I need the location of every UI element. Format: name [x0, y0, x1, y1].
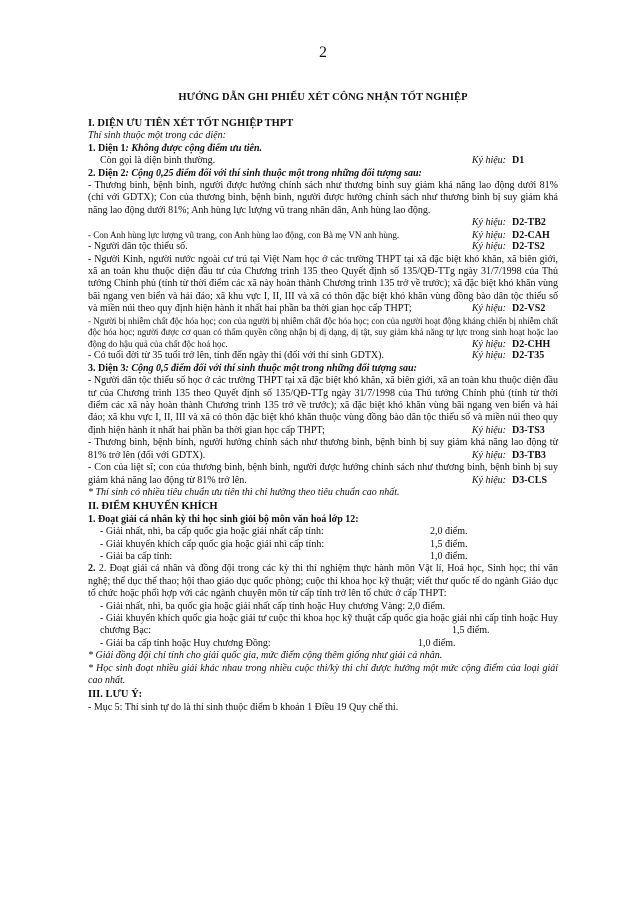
- d2-item-symbol: Ký hiệu: D2-TS2: [471, 241, 545, 253]
- d3-item: [88, 375, 558, 437]
- section-2-p2: 2. 2. Đoạt giải cá nhân và đồng đội trong các kỳ thi thí nghiệm thực hành môn Vật lí, Hoá học, Sinh học; thi văn nghệ; thể dục thể thao; hội thao giáo dục quốc phòng; cuộc thi khoa học kỹ thuật; viết thư quốc tế do ngành Giáo dục tổ chức hoặc phối hợp với các ngành chuyên môn từ cấp tỉnh trở lên tổ chức ở cấp THPT:: [88, 563, 558, 600]
- d3-item-symbol: Ký hiệu: D3-TS3: [471, 424, 545, 436]
- award-label: - Giải khuyến khích cấp quốc gia hoặc giải nhì cấp tỉnh:: [100, 538, 325, 550]
- award-points: 1,5 điểm.: [430, 538, 468, 550]
- d2-items: [88, 180, 558, 363]
- d2-label: 2. Diện 2: [88, 167, 126, 179]
- d3-item: [88, 437, 558, 462]
- section-2-heading: II. ĐIỂM KHUYẾN KHÍCH: [88, 501, 218, 513]
- d2-item: [88, 254, 558, 316]
- d3-desc: : Cộng 0,5 điểm đối với thí sinh thuộc một trong những đối tượng sau:: [125, 362, 417, 374]
- d2-item: [88, 180, 558, 230]
- d3-items: [88, 375, 558, 487]
- d2-item-text: - Người dân tộc thiểu số.: [88, 241, 188, 253]
- award-label: - Giải nhất, nhì, ba cấp quốc gia hoặc giải nhất cấp tỉnh:: [100, 526, 324, 538]
- d2-item-text: - Có tuổi đời từ 35 tuổi trở lên, tính đến ngày thi (đối với thí sinh GDTX).: [88, 350, 384, 362]
- award-row: [88, 551, 558, 563]
- section-2-note-2: * Học sinh đoạt nhiều giải khác nhau trong nhiều cuộc thi/kỳ thi chỉ được hưởng một mức cộng điểm của loại giải cao nhất.: [88, 662, 558, 687]
- award-row: [88, 526, 558, 538]
- d3-item-text: - Thương binh, bệnh binh, người hưởng chính sách như thương binh, bệnh binh bị suy giảm khả năng lao động từ 81% trở lên (đối với GDTX).: [88, 437, 558, 461]
- d2-item-symbol: Ký hiệu: D2-TB2: [471, 217, 546, 229]
- d2-item-text: - Con Anh hùng lực lượng vũ trang, con Anh hùng lao động, con Bà mẹ VN anh hùng.: [88, 229, 400, 240]
- d2-desc: : Cộng 0,25 điểm đối với thí sinh thuộc một trong những đối tượng sau:: [125, 167, 422, 179]
- d2-item: [88, 350, 558, 362]
- d2-item-text: - Người bị nhiễm chất độc hóa học; con của người bị nhiễm chất độc hóa học; con của người hoạt động kháng chiến bị nhiễm chất độc hóa học; người được cơ quan có thẩm quyền công nhận bị dị dạng, dị tật, suy giảm khả năng tự lực trong sinh hoạt hoặc lao động do hậu quả của chất độc hoá học.: [88, 315, 558, 349]
- d2-item: [88, 316, 558, 351]
- section-2-p1: 1. Đoạt giải cá nhân kỳ thi học sinh giỏi bộ môn văn hoá lớp 12:: [88, 513, 359, 525]
- d3-item-symbol: Ký hiệu: D3-TB3: [471, 449, 546, 461]
- d1-line: Ký hiệu: D1 Còn gọi là diện bình thường.: [88, 155, 558, 167]
- d2-item-symbol: Ký hiệu: D2-CAH: [471, 229, 550, 241]
- award-row: [88, 539, 558, 551]
- page-number: 2: [319, 44, 327, 61]
- d1-label: 1. Diện 1: [88, 142, 126, 154]
- award-points: 1,0 điểm.: [430, 550, 468, 562]
- d2-item-text: - Người Kinh, người nước ngoài cư trú tại Việt Nam học ở các trường THPT tại xã đặc biệt khó khăn, xã biên giới, xã an toàn khu thuộc diện đầu tư của Chương trình 135 theo Quyết định số 135/QĐ-TTg ngày 31/7/1998 của Thủ tướng Chính phủ (tính từ thời điểm các xã này hoàn thành Chương trình 135 trở về trước); xã đặc biệt khó khăn vùng bãi ngang ven biển và hải đảo; xã khu vực I, II, III và xã có thôn đặc biệt khó khăn vùng đồng bào dân tộc thiểu số và miền núi theo quy định hiện hành ít nhất hai phần ba thời gian học cấp THPT;: [88, 253, 558, 315]
- d2-item-text: - Thương binh, bệnh binh, người được hưởng chính sách như thương binh suy giảm khả năng lao động dưới 81% (chỉ với GDTX); Con của thương binh, bệnh binh, người được hưởng chính sách như thương binh bị suy giảm khả năng lao động dưới 81%; Anh hùng lực lượng vũ trang nhân dân, Anh hùng lao động.: [88, 180, 558, 216]
- p2-award-2: - Giải khuyến khích quốc gia hoặc giải tư cuộc thi khoa học kỹ thuật cấp quốc gia hoặc giải nhì cấp tỉnh hoặc Huy chương Bạc: 1,5 điểm.: [100, 612, 558, 637]
- document-title: HƯỚNG DẪN GHI PHIẾU XÉT CÔNG NHẬN TỐT NGHIỆP: [178, 92, 468, 103]
- section-2-p2-text: 2. Đoạt giải cá nhân và đồng đội trong các kỳ thi thí nghiệm thực hành môn Vật lí, Hoá học, Sinh học; thi văn nghệ; thể dục thể thao; hội thao giáo dục quốc phòng; cuộc thi khoa học kỹ thuật; viết thư quốc tế do ngành Giáo dục tổ chức hoặc phối hợp với các ngành chuyên môn từ cấp tỉnh trở lên tổ chức ở cấp THPT:: [88, 563, 558, 600]
- d2-item-symbol: Ký hiệu: D2-T35: [471, 350, 545, 362]
- d3-item-symbol: Ký hiệu: D3-CLS: [471, 474, 548, 486]
- section-1-intro: Thí sinh thuộc một trong các diện:: [88, 130, 226, 142]
- d2-item-symbol: Ký hiệu: D2-CHH: [471, 338, 551, 350]
- d3-item-text: - Người dân tộc thiểu số học ở các trường THPT tại xã đặc biệt khó khăn, xã biên giới, xã an toàn khu thuộc diện đầu tư của Chương trình 135 theo Quyết định số 135/QĐ-TTg ngày 31/7/1998 của Thủ tướng Chính phủ (tính từ thời điểm các xã này hoàn thành Chương trình 135 trở về trước); xã đặc biệt khó khăn vùng bãi ngang ven biển và hải đảo; xã khu vực I, II, III và xã có thôn đặc biệt khó khăn thuộc vùng đồng bào dân tộc thiểu số và miền núi theo quy định hiện hành ít nhất hai phần ba thời gian học cấp THPT;: [88, 375, 558, 436]
- award-points: 2,0 điểm.: [430, 526, 468, 538]
- d2-item-symbol: Ký hiệu: D2-VS2: [471, 303, 546, 315]
- p2-award-3: - Giải ba cấp tỉnh hoặc Huy chương Đồng: 1,0 điểm.: [100, 637, 456, 649]
- d1-symbol: Ký hiệu: D1: [471, 155, 525, 167]
- award-label: - Giải ba cấp tỉnh:: [100, 550, 173, 562]
- d2-item: [88, 241, 558, 253]
- document-body: [88, 116, 558, 714]
- d3-item: [88, 462, 558, 487]
- p2-award-1: - Giải nhất, nhì, ba quốc gia hoặc giải nhất cấp tỉnh hoặc Huy chương Vàng: 2,0 điểm.: [100, 600, 446, 612]
- d1-heading: [88, 143, 558, 155]
- p1-awards: [88, 526, 558, 563]
- section-1-heading: I. DIỆN ƯU TIÊN XÉT TỐT NGHIỆP THPT: [88, 118, 294, 129]
- section-2-note-1: * Giải đồng đội chỉ tính cho giải quốc gia, mức điểm cộng thêm giống như giải cá nhân.: [88, 650, 443, 662]
- d3-item-text: - Con của liệt sĩ; con của thương binh, bệnh binh, người được hưởng chính sách như thương binh, bệnh binh bị suy giảm khả năng lao động từ 81% trở lên.: [88, 462, 558, 486]
- section-3-heading: III. LƯU Ý:: [88, 689, 143, 701]
- d3-label: 3. Diện 3: [88, 362, 126, 374]
- section-3-line: - Mục 5: Thí sinh tự do là thí sinh thuộc điểm b khoản 1 Điều 19 Quy chế thi.: [88, 701, 399, 713]
- d1-desc: : Không được cộng điểm ưu tiên.: [125, 142, 263, 154]
- d2-heading: [88, 168, 558, 180]
- d3-heading: [88, 363, 558, 375]
- section-1-note: * Thí sinh có nhiều tiêu chuẩn ưu tiên thì chỉ hưởng theo tiêu chuẩn cao nhất.: [88, 486, 400, 498]
- d2-item: [88, 230, 558, 242]
